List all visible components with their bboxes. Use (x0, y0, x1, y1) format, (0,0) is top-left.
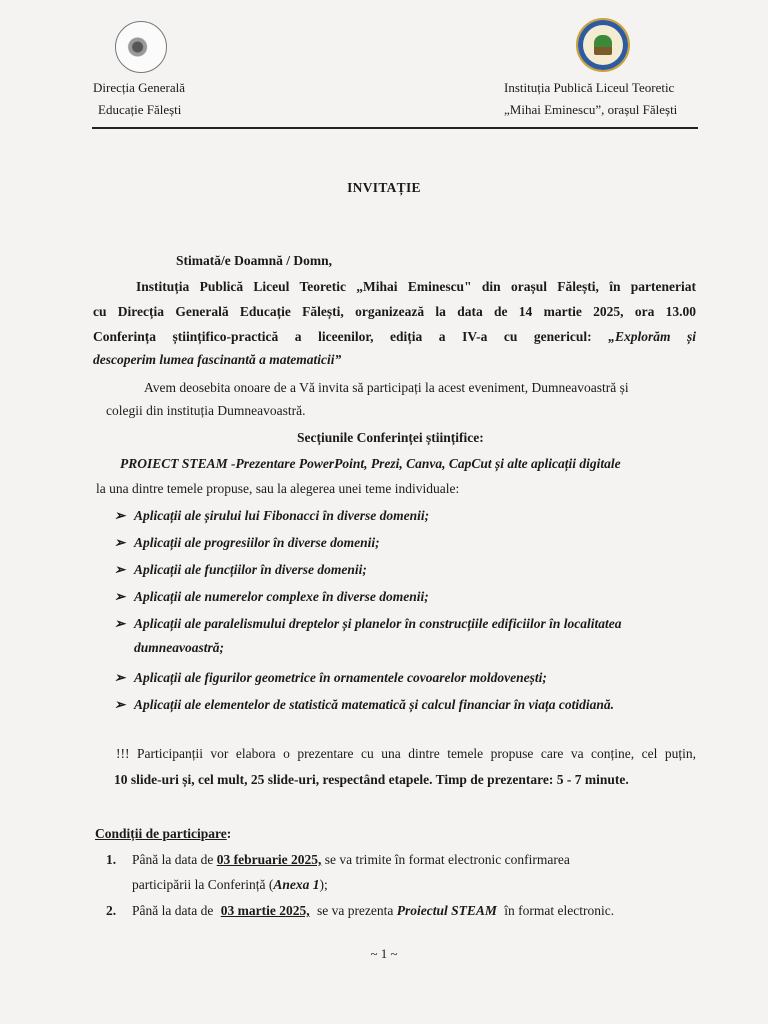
intro-line-3 (93, 329, 696, 345)
header-left-line2: Educație Fălești (98, 102, 182, 117)
note-line-1: !!! Participanții vor elabora o prezentare cu una dintre temele propuse care va conține, cel puțin, (116, 746, 696, 761)
conditions-heading (95, 826, 231, 842)
condition-date: 03 februarie 2025, (216, 852, 322, 867)
condition-text: se va trimite în format electronic confirmarea (324, 852, 570, 867)
condition-text: se va prezenta (316, 903, 394, 918)
note-line-2: 10 slide-uri și, cel mult, 25 slide-uri, respectând etapele. Timp de prezentare: 5 - 7 minute. (114, 772, 629, 787)
arrow-bullet-icon: ➢ (114, 589, 126, 604)
topic-item (114, 589, 429, 605)
condition-number: 2. (106, 903, 117, 918)
topic-text: Aplicații ale funcțiilor în diverse domenii; (134, 562, 367, 577)
topic-item (114, 616, 622, 632)
intro-line-1: Instituția Publică Liceul Teoretic „Mihai Eminescu" din orașul Fălești, în parteneriat (136, 279, 696, 294)
topic-item (114, 697, 614, 713)
condition-text: în format electronic. (504, 903, 615, 918)
sections-heading: Secțiunile Conferinței științifice: (297, 430, 484, 445)
header-right-line1: Instituția Publică Liceul Teoretic (504, 80, 675, 95)
intro-line-3-text: Conferința științifico-practică a liceenilor, ediția a IV-a cu genericul: (93, 329, 592, 344)
salutation: Stimată/e Doamnă / Domn, (176, 253, 332, 268)
header-divider (92, 127, 698, 129)
conditions-colon: : (226, 826, 232, 841)
condition-item-1-line-2 (132, 877, 328, 893)
topic-text: Aplicații ale șirului lui Fibonacci în diverse domenii; (134, 508, 430, 523)
topics-intro: la una dintre temele propuse, sau la alegerea unei teme individuale: (96, 481, 460, 496)
topic-text: Aplicații ale figurilor geometrice în ornamentele covoarelor moldovenești; (134, 670, 547, 685)
direction-logo (115, 21, 167, 73)
arrow-bullet-icon: ➢ (114, 535, 126, 550)
arrow-bullet-icon: ➢ (114, 508, 126, 523)
topic-item (114, 508, 429, 524)
arrow-bullet-icon: ➢ (114, 697, 126, 712)
header-left-line1: Direcția Generală (93, 80, 186, 95)
steam-line: PROIECT STEAM -Prezentare PowerPoint, Prezi, Canva, CapCut și alte aplicații digitale (120, 456, 621, 471)
arrow-bullet-icon: ➢ (114, 616, 126, 631)
topic-text-continuation: dumneavoastră; (134, 640, 225, 655)
condition-text: Până la data de (132, 852, 214, 867)
annex-reference: Anexa 1 (273, 877, 320, 892)
topic-item (114, 670, 547, 686)
header-right-line2: „Mihai Eminescu”, orașul Fălești (504, 102, 678, 117)
conditions-heading-text: Condiții de participare (95, 826, 227, 841)
intro-theme-end: descoperim lumea fascinantă a matematicii” (93, 352, 342, 367)
condition-text: participării la Conferință ( (132, 877, 274, 892)
condition-date: 03 martie 2025, (220, 903, 310, 918)
condition-item-2 (106, 903, 614, 919)
page-number: ~ 1 ~ (370, 946, 398, 961)
topic-item (114, 535, 380, 551)
arrow-bullet-icon: ➢ (114, 670, 126, 685)
project-reference: Proiectul STEAM (396, 903, 497, 918)
intro-line-2: cu Direcția Generală Educație Fălești, organizează la data de 14 martie 2025, ora 13.00 (93, 304, 696, 319)
condition-number: 1. (106, 852, 117, 867)
topic-text: Aplicații ale progresiilor în diverse domenii; (134, 535, 380, 550)
intro-theme-start: „Explorăm și (608, 329, 696, 344)
condition-item-1 (106, 852, 570, 868)
header-left (93, 77, 185, 121)
invite-line-1: Avem deosebita onoare de a Vă invita să participați la acest eveniment, Dumneavoastră și (144, 380, 629, 395)
invite-line-2: colegii din instituția Dumneavoastră. (106, 403, 306, 418)
document-title: INVITAȚIE (347, 180, 421, 195)
topic-text: Aplicații ale elementelor de statistică matematică și calcul financiar în viața cotidiană. (134, 697, 614, 712)
topic-text: Aplicații ale numerelor complexe în diverse domenii; (134, 589, 429, 604)
header-right (504, 77, 677, 121)
topic-text: Aplicații ale paralelismului dreptelor și planelor în construcțiile edificiilor în localitatea (134, 616, 622, 631)
condition-text: Până la data de (132, 903, 214, 918)
condition-text: ); (319, 877, 328, 892)
topic-item (114, 562, 367, 578)
arrow-bullet-icon: ➢ (114, 562, 126, 577)
lyceum-logo (576, 18, 630, 72)
